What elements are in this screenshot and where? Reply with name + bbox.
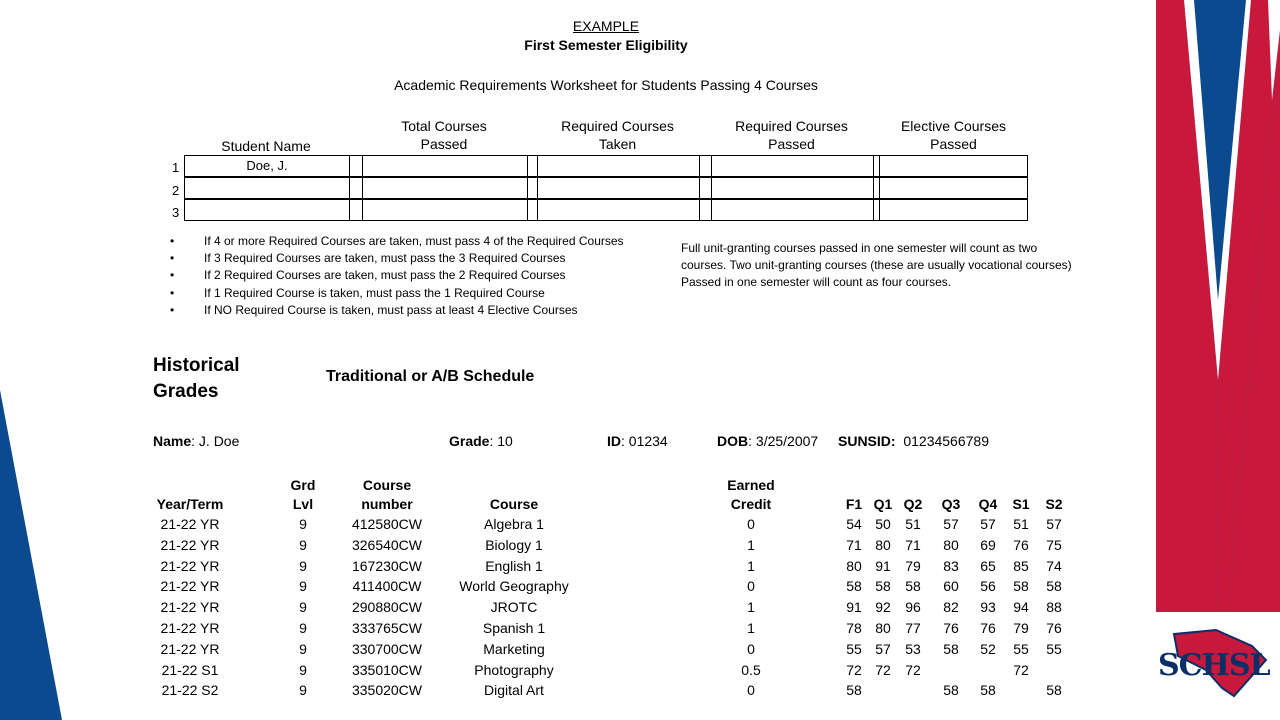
spacer-cell (528, 178, 538, 198)
s2-grade-cell: 58 (1046, 578, 1062, 595)
f1-grade-cell: 58 (846, 578, 862, 595)
course-name-cell: Algebra 1 (484, 516, 544, 532)
total-courses-cell[interactable] (363, 178, 528, 198)
header-q4: Q4 (978, 496, 998, 512)
s1-grade-cell: 94 (1013, 599, 1029, 616)
q2-grade-cell: 72 (905, 661, 921, 678)
total-courses-cell[interactable] (363, 200, 528, 220)
grade-row (0, 537, 1100, 558)
course-number-cell: 412580CW (351, 516, 423, 532)
header-course-number (347, 476, 427, 514)
course-number-cell: 290880CW (351, 599, 423, 616)
header-course: Course (489, 496, 539, 512)
schsl-logo-text: SCHSL (1158, 648, 1270, 683)
f1-grade-cell: 78 (846, 620, 862, 636)
grade-level-cell: 9 (299, 661, 307, 678)
course-number-cell: 411400CW (352, 578, 422, 595)
term-cell: 21-22 YR (160, 557, 220, 574)
header-grade-level-l2: Lvl (292, 496, 314, 512)
s2-grade-cell: 55 (1046, 640, 1062, 657)
col-total-courses-l2: Passed (420, 136, 468, 152)
q4-grade-cell: 65 (980, 557, 996, 574)
name-label: Name (153, 433, 192, 449)
s1-grade-cell: 79 (1013, 620, 1029, 636)
rule-item: • If 2 Required Courses are taken, must pass the 2 Required Courses (170, 267, 650, 284)
spacer-cell (350, 200, 363, 220)
f1-grade-cell: 58 (846, 682, 862, 699)
sunsid-value: 01234566789 (903, 433, 989, 449)
earned-credit-cell: 0 (747, 578, 755, 595)
name-value: : J. Doe (191, 433, 240, 449)
q1-grade-cell: 92 (875, 599, 891, 616)
header-earned-credit (711, 476, 791, 514)
q1-grade-cell: 50 (875, 516, 891, 532)
s2-grade-cell: 88 (1046, 599, 1062, 616)
grade-row (0, 682, 1100, 703)
course-name-cell: Spanish 1 (482, 620, 546, 636)
q3-grade-cell: 58 (943, 640, 959, 657)
q3-grade-cell: 82 (943, 599, 959, 616)
grade-level-cell: 9 (299, 516, 307, 532)
dob-value: : 3/25/2007 (748, 433, 819, 449)
worksheet-row-number: 3 (172, 205, 180, 220)
q1-grade-cell: 57 (875, 640, 891, 657)
spacer-cell (700, 200, 712, 220)
q2-grade-cell: 51 (905, 516, 921, 532)
col-required-taken-l1: Required Courses (561, 118, 674, 134)
id-label: ID (607, 433, 621, 449)
elective-passed-cell[interactable] (880, 200, 1029, 220)
grade-level-cell: 9 (299, 640, 307, 657)
elective-passed-cell[interactable] (880, 178, 1029, 198)
worksheet-row (184, 199, 1028, 221)
s1-grade-cell: 58 (1013, 578, 1029, 595)
header-grade-level (283, 476, 323, 514)
term-cell: 21-22 YR (160, 620, 220, 636)
header-course-number-l2: number (361, 496, 413, 512)
sunsid-label: SUNSID: (838, 433, 896, 449)
grade-value: : 10 (489, 433, 513, 449)
col-required-taken-l2: Taken (598, 136, 637, 152)
col-required-passed-l1: Required Courses (735, 118, 848, 134)
spacer-cell (700, 156, 712, 176)
earned-credit-cell: 0.5 (741, 661, 761, 678)
earned-credit-cell: 1 (747, 536, 755, 553)
historical-title-line2: Grades (153, 381, 219, 402)
col-required-passed (711, 117, 872, 153)
earned-credit-cell: 1 (747, 599, 755, 616)
required-passed-cell[interactable] (712, 156, 874, 176)
col-elective-passed-l2: Passed (930, 136, 977, 152)
elective-passed-cell[interactable] (880, 156, 1029, 176)
grade-row (0, 558, 1100, 579)
term-cell: 21-22 S1 (161, 661, 219, 678)
q2-grade-cell: 96 (905, 599, 921, 616)
q2-grade-cell: 58 (905, 578, 921, 595)
header-earned-credit-l2: Credit (730, 496, 772, 512)
course-name-cell: Marketing (483, 640, 545, 657)
s2-grade-cell: 76 (1046, 620, 1062, 636)
q4-grade-cell: 58 (980, 682, 996, 699)
required-taken-cell[interactable] (538, 156, 700, 176)
grade-level-cell: 9 (299, 620, 307, 636)
course-number-cell: 326540CW (351, 536, 423, 553)
q4-grade-cell: 76 (980, 620, 996, 636)
course-name-cell: English 1 (485, 557, 543, 574)
q3-grade-cell: 80 (943, 536, 959, 553)
q1-grade-cell: 80 (875, 620, 891, 636)
unit-credit-note (681, 240, 1101, 292)
page-title: First Semester Eligibility (524, 37, 688, 53)
rule-item: • If NO Required Course is taken, must pass at least 4 Elective Courses (170, 302, 650, 319)
course-name-cell: JROTC (490, 599, 538, 616)
grade-level-cell: 9 (299, 557, 307, 574)
q4-grade-cell: 57 (980, 516, 996, 532)
example-label: EXAMPLE (572, 18, 640, 34)
q2-grade-cell: 79 (905, 557, 921, 574)
f1-grade-cell: 72 (846, 661, 862, 678)
rule-item: • If 3 Required Courses are taken, must pass the 3 Required Courses (170, 250, 650, 267)
q3-grade-cell: 58 (943, 682, 959, 699)
course-number-cell: 333765CW (351, 620, 423, 636)
s2-grade-cell: 75 (1046, 536, 1062, 553)
student-grade-info (449, 433, 513, 449)
student-dob-info (717, 433, 818, 449)
col-required-taken (537, 117, 698, 153)
term-cell: 21-22 YR (160, 599, 220, 616)
header-grade-level-l1: Grd (290, 477, 316, 493)
decorative-stripe-graphic (1156, 0, 1280, 720)
course-name-cell: World Geography (459, 578, 569, 595)
spacer-cell (350, 156, 363, 176)
grade-level-cell: 9 (299, 536, 307, 553)
course-number-cell: 335010CW (351, 661, 423, 678)
earned-credit-cell: 0 (747, 640, 755, 657)
id-value: : 01234 (621, 433, 668, 449)
course-name-cell: Photography (474, 661, 554, 678)
course-number-cell: 335020CW (351, 682, 423, 699)
q2-grade-cell: 71 (905, 536, 921, 553)
spacer-cell (350, 178, 363, 198)
header-s2: S2 (1045, 496, 1063, 512)
earned-credit-cell: 1 (747, 620, 755, 636)
col-total-courses (362, 117, 526, 153)
earned-credit-cell: 1 (747, 557, 755, 574)
col-student-name: Student Name (221, 138, 311, 154)
header-year-term: Year/Term (156, 496, 224, 512)
student-id-info (607, 433, 668, 449)
student-name-info (153, 433, 239, 449)
earned-credit-cell: 0 (747, 516, 755, 532)
earned-credit-cell: 0 (747, 682, 755, 699)
grade-level-cell: 9 (299, 599, 307, 616)
q1-grade-cell: 91 (875, 557, 891, 574)
q2-grade-cell: 77 (905, 620, 921, 636)
course-name-cell: Biology 1 (485, 536, 543, 553)
grade-row (0, 620, 1100, 641)
worksheet-row-number: 1 (172, 160, 180, 175)
q1-grade-cell: 80 (875, 536, 891, 553)
q4-grade-cell: 56 (980, 578, 996, 595)
term-cell: 21-22 YR (160, 536, 220, 553)
f1-grade-cell: 55 (846, 640, 862, 657)
worksheet-subtitle: Academic Requirements Worksheet for Students Passing 4 Courses (394, 77, 818, 93)
schedule-type: Traditional or A/B Schedule (326, 368, 535, 385)
s1-grade-cell: 72 (1013, 661, 1029, 678)
q1-grade-cell: 72 (875, 661, 891, 678)
f1-grade-cell: 91 (846, 599, 862, 616)
worksheet-row-number: 2 (172, 183, 180, 198)
q3-grade-cell: 60 (943, 578, 959, 595)
grade-row (0, 578, 1100, 599)
course-number-cell: 167230CW (351, 557, 423, 574)
student-name-cell[interactable] (185, 178, 350, 198)
f1-grade-cell: 71 (846, 536, 862, 553)
f1-grade-cell: 80 (846, 557, 862, 574)
grade-level-cell: 9 (299, 578, 307, 595)
q2-grade-cell: 53 (905, 640, 921, 657)
s2-grade-cell: 74 (1046, 557, 1062, 574)
header-q3: Q3 (941, 496, 961, 512)
header-q1: Q1 (873, 496, 893, 512)
grade-level-cell: 9 (299, 682, 307, 699)
note-line: Passed in one semester will count as four courses. (681, 275, 952, 290)
worksheet-row (184, 177, 1028, 199)
grade-row (0, 599, 1100, 620)
q4-grade-cell: 52 (980, 640, 996, 657)
schsl-logo (1156, 626, 1276, 706)
grade-row (0, 641, 1100, 662)
q1-grade-cell: 58 (875, 578, 891, 595)
rule-item: • If 4 or more Required Courses are taken, must pass 4 of the Required Courses (170, 233, 650, 250)
s2-grade-cell: 58 (1046, 682, 1062, 699)
total-courses-cell[interactable] (363, 156, 528, 176)
required-passed-cell[interactable] (712, 178, 874, 198)
grade-label: Grade (449, 433, 490, 449)
s2-grade-cell: 57 (1046, 516, 1062, 532)
s1-grade-cell: 55 (1013, 640, 1029, 657)
historical-title-line1: Historical (153, 355, 240, 376)
s1-grade-cell: 85 (1013, 557, 1029, 574)
q3-grade-cell: 83 (943, 557, 959, 574)
q3-grade-cell: 76 (943, 620, 959, 636)
header-q2: Q2 (903, 496, 923, 512)
required-taken-cell[interactable] (538, 200, 700, 220)
col-required-passed-l2: Passed (768, 136, 815, 152)
s1-grade-cell: 51 (1013, 516, 1029, 532)
col-elective-passed (879, 117, 1028, 153)
spacer-cell (528, 156, 538, 176)
grade-row (0, 516, 1100, 537)
col-total-courses-l1: Total Courses (401, 118, 487, 134)
historical-grades-title (153, 353, 240, 405)
note-line: courses. Two unit-granting courses (these are usually vocational courses) (681, 258, 1072, 273)
q3-grade-cell: 57 (943, 516, 959, 532)
spacer-cell (700, 178, 712, 198)
worksheet-row (184, 155, 1028, 177)
s1-grade-cell: 76 (1013, 536, 1029, 553)
course-name-cell: Digital Art (484, 682, 544, 699)
grade-row (0, 662, 1100, 683)
spacer-cell (528, 200, 538, 220)
term-cell: 21-22 YR (160, 516, 220, 532)
course-number-cell: 330700CW (351, 640, 423, 657)
required-taken-cell[interactable] (538, 178, 700, 198)
student-name-cell[interactable] (185, 200, 350, 220)
f1-grade-cell: 54 (846, 516, 862, 532)
student-sunsid-info (838, 433, 989, 449)
col-elective-passed-l1: Elective Courses (900, 118, 1007, 134)
term-cell: 21-22 S2 (161, 682, 219, 699)
student-name-cell[interactable]: Doe, J. (185, 156, 350, 176)
rule-item: • If 1 Required Course is taken, must pass the 1 Required Course (170, 285, 650, 302)
dob-label: DOB (717, 433, 749, 449)
q4-grade-cell: 93 (980, 599, 996, 616)
term-cell: 21-22 YR (160, 640, 220, 657)
header-s1: S1 (1012, 496, 1030, 512)
header-course-number-l1: Course (362, 477, 412, 493)
term-cell: 21-22 YR (160, 578, 220, 595)
rules-list (170, 233, 650, 319)
q4-grade-cell: 69 (980, 536, 996, 553)
note-line: Full unit-granting courses passed in one semester will count as two (681, 241, 1038, 255)
header-earned-credit-l1: Earned (727, 477, 775, 493)
required-passed-cell[interactable] (712, 200, 874, 220)
header-f1: F1 (845, 496, 863, 512)
